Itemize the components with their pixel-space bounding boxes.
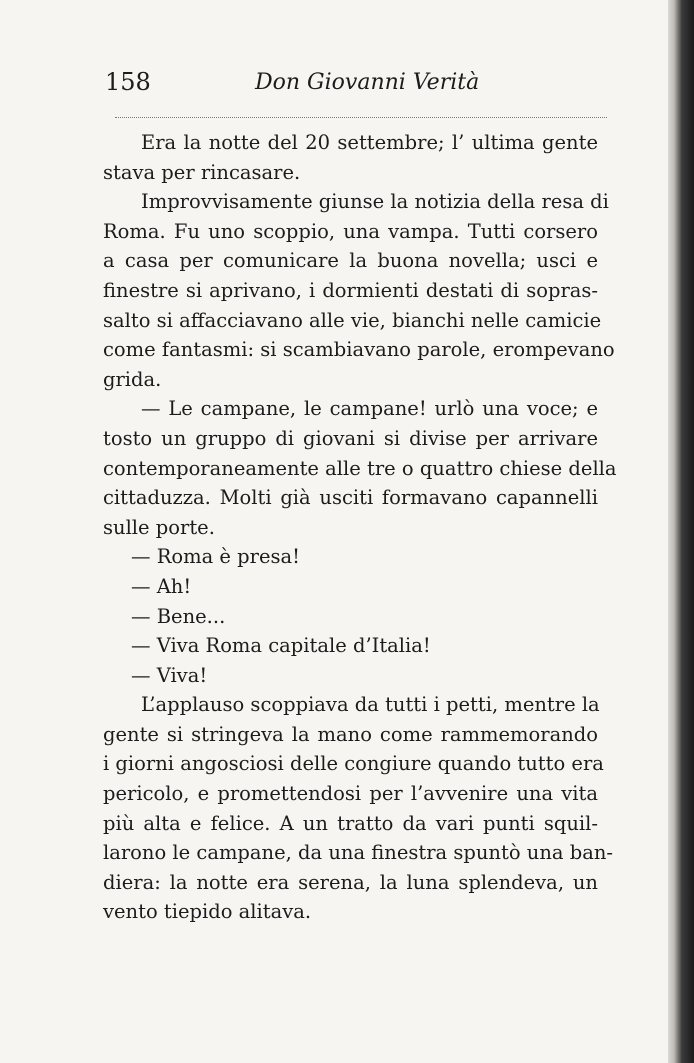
text-line: Era la notte del 20 settembre; l’ ultima gente (141, 131, 598, 154)
running-title: Don Giovanni Verità (255, 70, 480, 95)
text-line: come fantasmi: si scambiavano parole, erompevano (103, 338, 615, 362)
dialogue-line: — Ah! (131, 574, 192, 598)
dialogue-line: — Bene... (131, 604, 226, 628)
text-line: stava per rincasare. (103, 160, 301, 184)
text-line: grida. (103, 367, 162, 391)
body-text (103, 128, 617, 927)
dialogue-line: — Roma è presa! (131, 545, 300, 569)
text-line: contemporaneamente alle tre o quattro chiese della (103, 456, 617, 480)
text-line: — Le campane, le campane! urlò una voce; e (141, 397, 598, 421)
text-line: cittaduzza. Molti già usciti formavano capannelli (103, 486, 598, 510)
dialogue-line: — Viva! (131, 663, 208, 687)
text-line: gente si stringeva la mano come rammemorando (103, 722, 598, 746)
text-line: i giorni angosciosi delle congiure quando tutto era (103, 752, 604, 776)
text-line: sulle porte. (103, 515, 215, 539)
text-line: diera: la notte era serena, la luna splendeva, un (103, 870, 598, 894)
text-line: tosto un gruppo di giovani si divise per arrivare (103, 426, 598, 450)
text-line: pericolo, e promettendosi per l’avvenire una vita (103, 782, 598, 806)
text-line: Roma. Fu uno scoppio, una vampa. Tutti corsero (103, 219, 598, 243)
text-line: più alta e felice. A un tratto da vari punti squil- (103, 811, 598, 835)
text-line: larono le campane, da una finestra spuntò una ban- (103, 841, 613, 865)
text-line: L’applauso scoppiava da tutti i petti, mentre la (141, 693, 600, 717)
header-rule (115, 117, 607, 118)
text-line: finestre si aprivano, i dormienti destati di sopras- (103, 278, 598, 302)
page-number: 158 (105, 68, 151, 96)
text-line: Improvvisamente giunse la notizia della resa di (141, 190, 609, 214)
text-line: salto si affacciavano alle vie, bianchi nelle camicie (103, 308, 602, 332)
text-line: vento tiepido alitava. (103, 900, 312, 924)
text-line: a casa per comunicare la buona novella; usci e (103, 249, 598, 273)
book-spine-shadow (668, 0, 694, 1063)
dialogue-line: — Viva Roma capitale d’Italia! (131, 634, 431, 658)
page-header (105, 64, 610, 104)
